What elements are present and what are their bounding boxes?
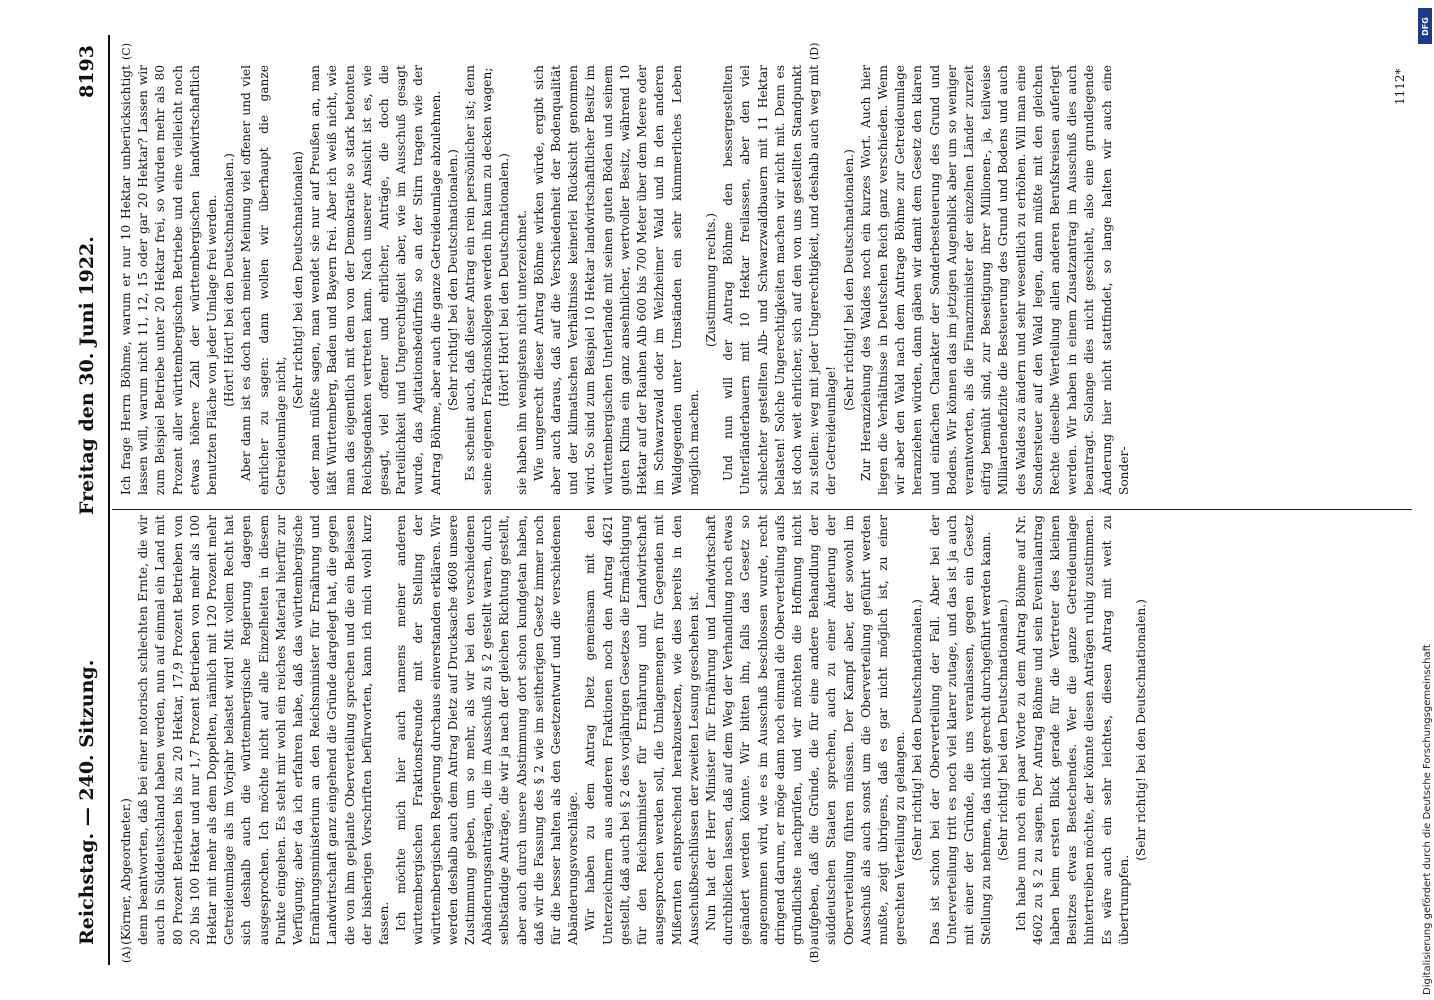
digitization-credit: Digitalisierung gefördert durch die Deutsche Forschungsgemeinschaft xyxy=(1422,644,1433,995)
paragraph: (Sehr richtig! bei den Deutschnationalen.) xyxy=(996,599,1011,861)
page-number: 8193 xyxy=(76,45,98,98)
margin-marker-b: (B) xyxy=(808,946,821,963)
right-column xyxy=(118,65,1133,495)
left-column xyxy=(118,515,1150,945)
paragraph: denn beantworten, daß bei einer notorisch schlechten Ernte, die wir auch in Süddeutschland haben werden, nun auf einmal ein Land mit 80 Prozent Betrieben bis zu 20 Hektar, 17,9 Prozent Betrieben von 20 bis 100 Hektar und nur 1,7 Prozent Betrieben von mehr als 100 Hektar mit mehr als dem Doppelten, nämlich mit 120 Prozent mehr Getreideumlage als im Vorjahr belastet wird! Mit vollem Recht hat sich deshalb auch die württembergische Regierung dagegen ausgesprochen. Ich möchte nicht auf alle Einzelheiten in diesem Punkte eingehen. Es steht mir wohl ein reiches Material hierfür zur Verfügung; aber da ich erfahren habe, daß das württembergische Ernährungsministerium an den Reichsminister für Ernährung und Landwirtschaft ganz eingehend die Gründe dargelegt hat, die gegen die von ihm geplante Oberverteilung sprechen und die ein Belassen der bisherigen Vorschriften befürworten, kann ich mich wohl kurz fassen. xyxy=(136,515,392,945)
paragraph: Aber dann ist es doch nach meiner Meinung viel offener und viel ehrlicher zu sagen: dann wollen wir überhaupt die ganze Getreideumlage nicht, xyxy=(239,65,288,495)
paragraph: Und nun will der Antrag Böhme den bessergestellten Unterländerbauern mit 10 Hektar freilassen, aber den viel schlechter gestellten Alb- und Schwarzwaldbauern mit 11 Hektar belasten! Solche Ungerechtigkeiten machen wir nicht mit. Denn es ist doch weit ehrlicher, sich auf den von uns gestellten Standpunkt zu stellen: weg mit jeder Ungerechtigkeit, und deshalb auch weg mit der Getreideumlage! xyxy=(721,65,839,495)
paragraph: Wie ungerecht dieser Antrag Böhme wirken würde, ergibt sich aber auch daraus, daß auf die Verschiedenheit der Bodenqualität und der klimatischen Verhältnisse keinerlei Rücksicht genommen wird. So sind zum Beispiel 10 Hektar landwirtschaftlicher Besitz im württembergischen Unterlande mit seinen guten Böden und seinem guten Klima ein ganz ansehnlicher, wertvoller Besitz, während 10 Hektar auf der Rauhen Alb 600 bis 700 Meter über dem Meere oder im Schwarzwald oder im Welzheimer Wald und in den anderen Waldgegenden unter Umständen ein sehr kümmerliches Leben möglich machen. xyxy=(531,65,701,495)
dfg-logo-text: DFG xyxy=(1420,16,1430,36)
paragraph: Ich habe nun noch ein paar Worte zu dem Antrag Böhme auf Nr. 4602 zu § 2 zu sagen. Der Antrag Böhme und sein Eventualantrag haben beim ersten Blick gerade für die Vertreter des kleinen Besitzes etwas Bestechendes. Wer die ganze Getreideumlage hintertreiben möchte, der könnte diesen Anträgen ruhig zustimmen. Es wäre auch ein sehr leichtes, diesen Antrag mit weit zu übertrumpfen. xyxy=(1013,515,1131,945)
paragraph: (Sehr richtig! bei den Deutschnationalen.) xyxy=(841,149,856,411)
paragraph: Wir haben zu dem Antrag Dietz gemeinsam mit den Unterzeichnern aus anderen Fraktionen noch den Antrag 4621 gestellt, daß auch bei § 2 des vorjährigen Gesetzes die Ermächtigung für den Reichsminister für Ernährung und Landwirtschaft ausgesprochen werden soll, die Umlagemengen für Gegenden mit Mißernten entsprechend herabzusetzen, wie dies bereits in den Ausschußbeschlüssen der zweiten Lesung geschehen ist. xyxy=(583,515,701,945)
paragraph: Es scheint auch, daß dieser Antrag ein rein persönlicher ist; denn seine eigenen Fraktionskollegen werden ihn kaum zu decken wagen; xyxy=(463,65,495,495)
paragraph: oder man müßte sagen, man wendet sie nur auf Preußen an, man läßt Württemberg, Baden und Bayern frei. Aber ich weiß nicht, wie man das eigentlich mit dem von der Demokratie so stark betonten Reichsgedanken vertreten kann. Nach unserer Ansicht ist es, wie gesagt, viel offener und ehrlicher, Anträge, die doch die Parteilichkeit und Ungerechtigkeit aber, wie im Ausschuß gesagt wurde, das Agitationsbedürfnis so an der Stirn tragen wie der Antrag Böhme, aber auch die ganze Getreideumlage abzulehnen. xyxy=(308,65,443,495)
paragraph: sie haben ihn wenigstens nicht unterzeichnet. xyxy=(514,210,529,495)
paragraph: (Sehr richtig! bei den Deutschnationalen) xyxy=(291,151,306,409)
margin-marker-a: (A) xyxy=(120,946,133,963)
margin-marker-c: (C) xyxy=(120,43,133,60)
paragraph: (Zustimmung rechts.) xyxy=(703,212,718,348)
header-left: Reichstag. — 240. Sitzung. xyxy=(76,659,98,945)
paragraph: Ich frage Herrn Böhme, warum er nur 10 Hektar unberücksichtigt lassen will, warum nicht 11, 12, 15 oder gar 20 Hektar? Lassen wir zum Beispiel Betriebe unter 20 Hektar frei, so würden mehr als 80 Prozent aller württembergischen Betriebe und eine vielleicht noch etwas höhere Zahl der württembergischen landwirtschaftlich benutzten Fläche von jeder Umlage frei werden. xyxy=(119,65,220,495)
margin-marker-d: (D) xyxy=(808,42,821,60)
document-page xyxy=(68,35,1428,965)
paragraph: (Körner, Abgeordneter.) xyxy=(119,798,133,945)
paragraph: (Hört! Hört! bei den Deutschnationalen.) xyxy=(222,153,237,407)
footer-number: 1112* xyxy=(1393,68,1407,105)
paragraph: (Sehr richtig! bei den Deutschnationalen.) xyxy=(445,149,460,411)
paragraph: (Hört! Hört! bei den Deutschnationalen.) xyxy=(497,153,512,407)
paragraph: Nun hat der Herr Minister für Ernährung und Landwirtschaft durchblicken lassen, daß auf dem Weg der Verhandlung noch etwas geändert werden könnte. Wir bitten ihn, falls das Gesetz so angenommen wird, wie es im Ausschuß beschlossen wurde, recht dringend darum, er möge dann noch einmal die Oberverteilung aufs gründlichste nachprüfen, und wir möchten die Hoffnung nicht aufgeben, daß die Gründe, die für eine andere Behandlung der süddeutschen Staaten sprechen, auch zu einer Änderung der Oberverteilung führen müssen. Der Kampf aber, der sowohl im Ausschuß als auch sonst um die Oberverteilung geführt werden mußte, zeigt übrigens, daß es gar nicht möglich ist, zu einer gerechten Verteilung zu gelangen. xyxy=(703,515,908,945)
paragraph: Zur Heranziehung des Waldes noch ein kurzes Wort. Auch hier liegen die Verhältnisse in Deutschen Reich ganz verschieden. Wenn wir aber den Wald nach dem Antrage Böhme zur Getreideumlage heranziehen würden, dann gäben wir damit dem Gesetz den klaren und einfachen Charakter der Sonderbesteuerung des Grund und Bodens. Wir können das im jetzigen Augenblick aber um so weniger verantworten, als die Finanzminister der einzelnen Länder zurzeit eifrig bemüht sind, zur Beseitigung ihrer Millionen-, ja, teilweise Milliardendefizite die Besteuerung des Grund und Bodens und auch des Waldes zu ändern und sehr wesentlich zu erhöhen. Will man eine Sondersteuer auf den Wald legen, dann müßte mit den gleichen Rechte dieselbe Werteilung allen anderen Berufskreisen auferlegt werden. Wir haben in einem Zusatzantrag im Ausschuß dies auch beantragt. Solange dies nicht geschieht, also eine grundlegende Änderung hier nicht stattfindet, so lange halten wir auch eine Sonder- xyxy=(858,65,1131,495)
paragraph: Ich möchte mich hier auch namens meiner anderen württembergischen Fraktionsfreunde mit der Stellung der württembergischen Regierung durchaus einverstanden erklären. Wir werden deshalb auch dem Antrag Dietz auf Drucksache 4608 unsere Zustimmung geben, um so mehr, als wir bei den verschiedenen Abänderungsanträgen, die im Ausschuß zu § 2 gestellt waren, durch selbständige Anträge, die wir ja nach der gleichen Richtung gestellt, aber auch durch unsere Abstimmung dort schon kundgetan haben, daß wir die Fassung des § 2 wie im seitherigen Gesetz immer noch für die besser halten als den Gesetzentwurf und die verschiedenen Abänderungsvorschläge. xyxy=(394,515,581,945)
paragraph: (Sehr richtig! bei den Deutschnationalen.) xyxy=(910,599,925,861)
column-divider xyxy=(112,509,1412,510)
dfg-logo xyxy=(1418,8,1432,44)
header-date: Freitag den 30. Juni 1922. xyxy=(76,236,98,515)
paragraph: Das ist schon bei der Oberverteilung der Fall. Aber bei der Unterverteilung tritt es noch viel klarer zutage, und das ist ja auch mit einer der Gründe, die uns veranlassen, gegen ein Gesetz Stellung zu nehmen, das nicht gerecht durchgeführt werden kann. xyxy=(927,515,994,945)
page-header xyxy=(68,35,110,965)
paragraph: (Sehr richtig! bei den Deutschnationalen.) xyxy=(1133,599,1148,861)
